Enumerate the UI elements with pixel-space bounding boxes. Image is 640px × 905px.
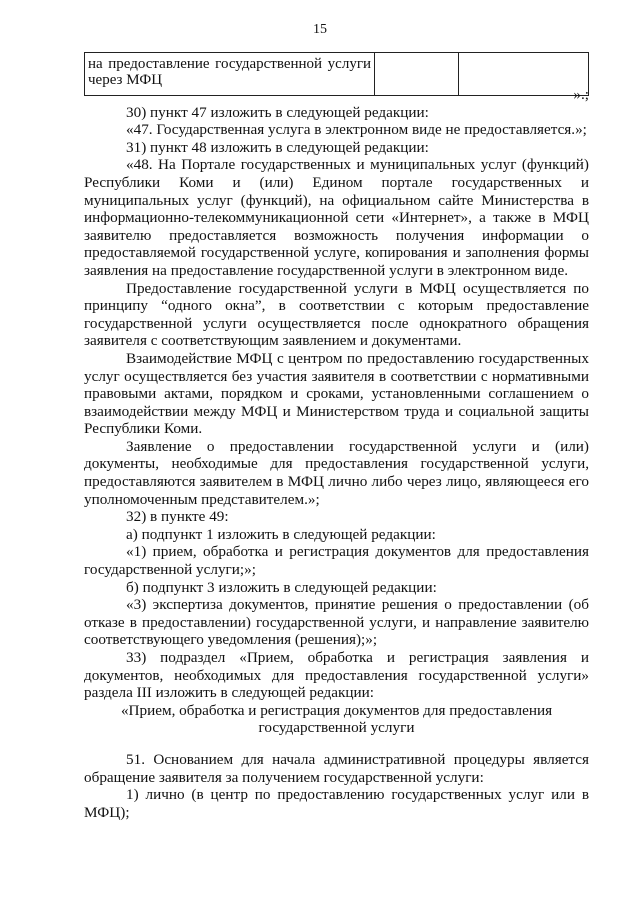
table-cell-description: на предоставление государственной услуги через МФЦ (85, 53, 375, 96)
paragraph: 51. Основанием для начала административной процедуры является обращение заявителя за получением государственной услуги: (84, 750, 589, 786)
paragraph: ».; (573, 86, 589, 103)
paragraph: Взаимодействие МФЦ с центром по предоставлению государственных услуг осуществляется без участия заявителя в соответствии с нормативными правовыми актами, порядком и сроками, установленными соглашением о взаимодействии между МФЦ и Министерством труда и социальной защиты Республики Коми. (84, 349, 589, 438)
paragraph: а) подпункт 1 изложить в следующей редакции: (126, 525, 436, 543)
paragraph: «3) экспертиза документов, принятие решения о предоставлении (об отказе в предоставлении) государственной услуги, и направление заявителю соответствующего уведомления (решения);»; (84, 596, 589, 649)
paragraph: 33) подраздел «Прием, обработка и регистрация заявления и документов, необходимых для предоставления государственной услуги» раздела III изложить в следующей редакции: (84, 649, 589, 702)
paragraph: «1) прием, обработка и регистрация документов для предоставления государственной услуги;»; (84, 543, 589, 579)
paragraph: б) подпункт 3 изложить в следующей редакции: (126, 578, 437, 596)
paragraph: Заявление о предоставлении государственной услуги и (или) документы, необходимые для предоставления государственной услуги, предоставляются заявителем в МФЦ лично либо через лицо, являющееся его уполномоченным представителем.»; (84, 437, 589, 508)
page-number: 15 (313, 22, 327, 37)
paragraph: Предоставление государственной услуги в МФЦ осуществляется по принципу “одного окна”, в соответствии с которым предоставление государственной услуги осуществляется после однократного обращения заявителя с соответствующим заявлением и документами. (84, 279, 589, 350)
document-body (84, 86, 589, 821)
paragraph: «47. Государственная услуга в электронном виде не предоставляется.»; (126, 121, 587, 139)
paragraph: «48. На Портале государственных и муниципальных услуг (функций) Республики Коми и (или) Едином портале государственных и муниципальных услуг (функций), на официальном сайте Министерства в информационно-телекоммуникационной сети «Интернет», а также в МФЦ заявителю предоставляется возможность получения информации о предоставляемой государственной услуге, копирования и заполнения формы заявления на предоставление государственной услуги в электронном виде. (84, 156, 589, 279)
paragraph: 31) пункт 48 изложить в следующей редакции: (126, 138, 429, 156)
paragraph: «Прием, обработка и регистрация документов для предоставления государственной услуги (120, 701, 553, 737)
paragraph: 1) лично (в центр по предоставлению государственных услуг или в МФЦ); (84, 786, 589, 821)
blank-line (84, 737, 589, 751)
paragraph: 32) в пункте 49: (126, 508, 229, 526)
paragraph: 30) пункт 47 изложить в следующей редакции: (126, 103, 429, 121)
